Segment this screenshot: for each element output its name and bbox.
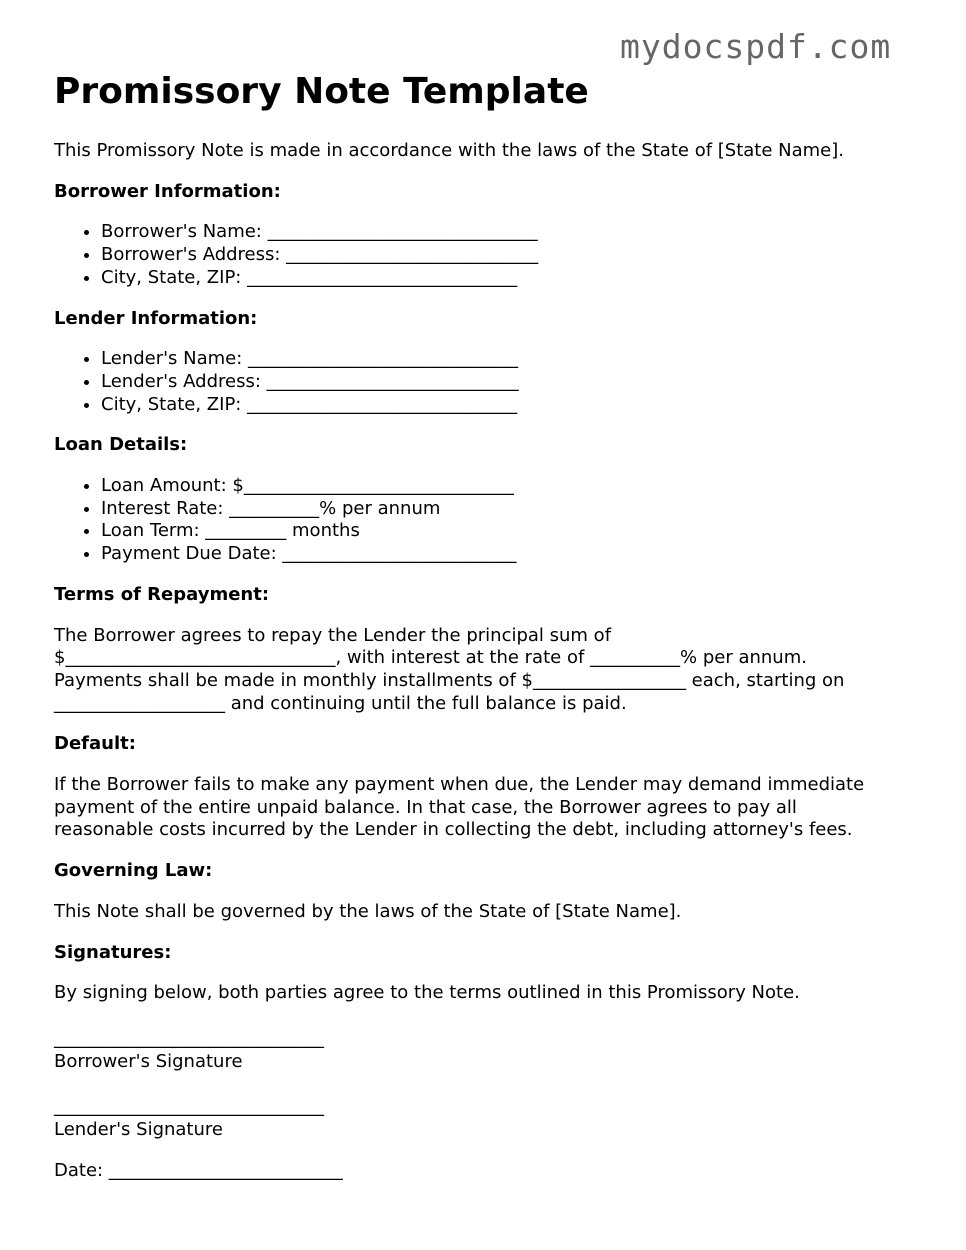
document-page: [54, 0, 924, 1183]
date-line: Date: __________________________: [54, 1159, 343, 1181]
borrower-name-item: • Borrower's Name: ______________________________: [101, 221, 924, 244]
borrower-city-item: • City, State, ZIP: ______________________________: [101, 267, 924, 290]
loan-amount-item: • Loan Amount: $______________________________: [101, 475, 924, 498]
repayment-line: $______________________________, with interest at the rate of __________% per annum.: [54, 647, 807, 669]
borrower-signature-label: Borrower's Signature: [54, 1050, 243, 1072]
default-heading: Default:: [54, 733, 136, 755]
default-paragraph: [54, 774, 924, 842]
interest-rate-item: • Interest Rate: __________% per annum: [101, 498, 924, 521]
lender-list: [54, 348, 924, 416]
borrower-heading: Borrower Information:: [54, 180, 281, 202]
repayment-line: The Borrower agrees to repay the Lender the principal sum of: [54, 624, 612, 646]
lender-signature-label: Lender's Signature: [54, 1119, 223, 1141]
borrower-list: [54, 221, 924, 289]
signature-block: [54, 1028, 924, 1183]
default-line: If the Borrower fails to make any payment when due, the Lender may demand immediate: [54, 774, 865, 796]
repayment-paragraph: [54, 625, 924, 716]
signatures-text: By signing below, both parties agree to the terms outlined in this Promissory Note.: [54, 982, 800, 1004]
loan-term-item: • Loan Term: _________ months: [101, 520, 924, 543]
loan-details-list: [54, 475, 924, 566]
default-line: payment of the entire unpaid balance. In that case, the Borrower agrees to pay all: [54, 796, 797, 818]
lender-heading: Lender Information:: [54, 307, 258, 329]
default-line: reasonable costs incurred by the Lender in collecting the debt, including attorney's fees.: [54, 819, 853, 841]
loan-details-heading: Loan Details:: [54, 434, 188, 456]
watermark: mydocspdf.com: [620, 27, 892, 66]
repayment-line: Payments shall be made in monthly installments of $_________________ each, starting on: [54, 669, 845, 691]
page-title: Promissory Note Template: [54, 71, 589, 112]
borrower-signature-line: ______________________________: [54, 1027, 324, 1049]
repayment-line: ___________________ and continuing until the full balance is paid.: [54, 692, 627, 714]
payment-due-item: • Payment Due Date: __________________________: [101, 543, 924, 566]
repayment-heading: Terms of Repayment:: [54, 583, 270, 605]
lender-city-item: • City, State, ZIP: ______________________________: [101, 394, 924, 417]
lender-address-item: • Lender's Address: ____________________________: [101, 371, 924, 394]
borrower-address-item: • Borrower's Address: ____________________________: [101, 244, 924, 267]
governing-law-text: This Note shall be governed by the laws of the State of [State Name].: [54, 900, 682, 922]
intro-text: This Promissory Note is made in accordance with the laws of the State of [State Name].: [54, 140, 844, 161]
signatures-heading: Signatures:: [54, 941, 172, 963]
governing-law-heading: Governing Law:: [54, 860, 213, 882]
lender-name-item: • Lender's Name: ______________________________: [101, 348, 924, 371]
lender-signature-line: ______________________________: [54, 1096, 324, 1118]
